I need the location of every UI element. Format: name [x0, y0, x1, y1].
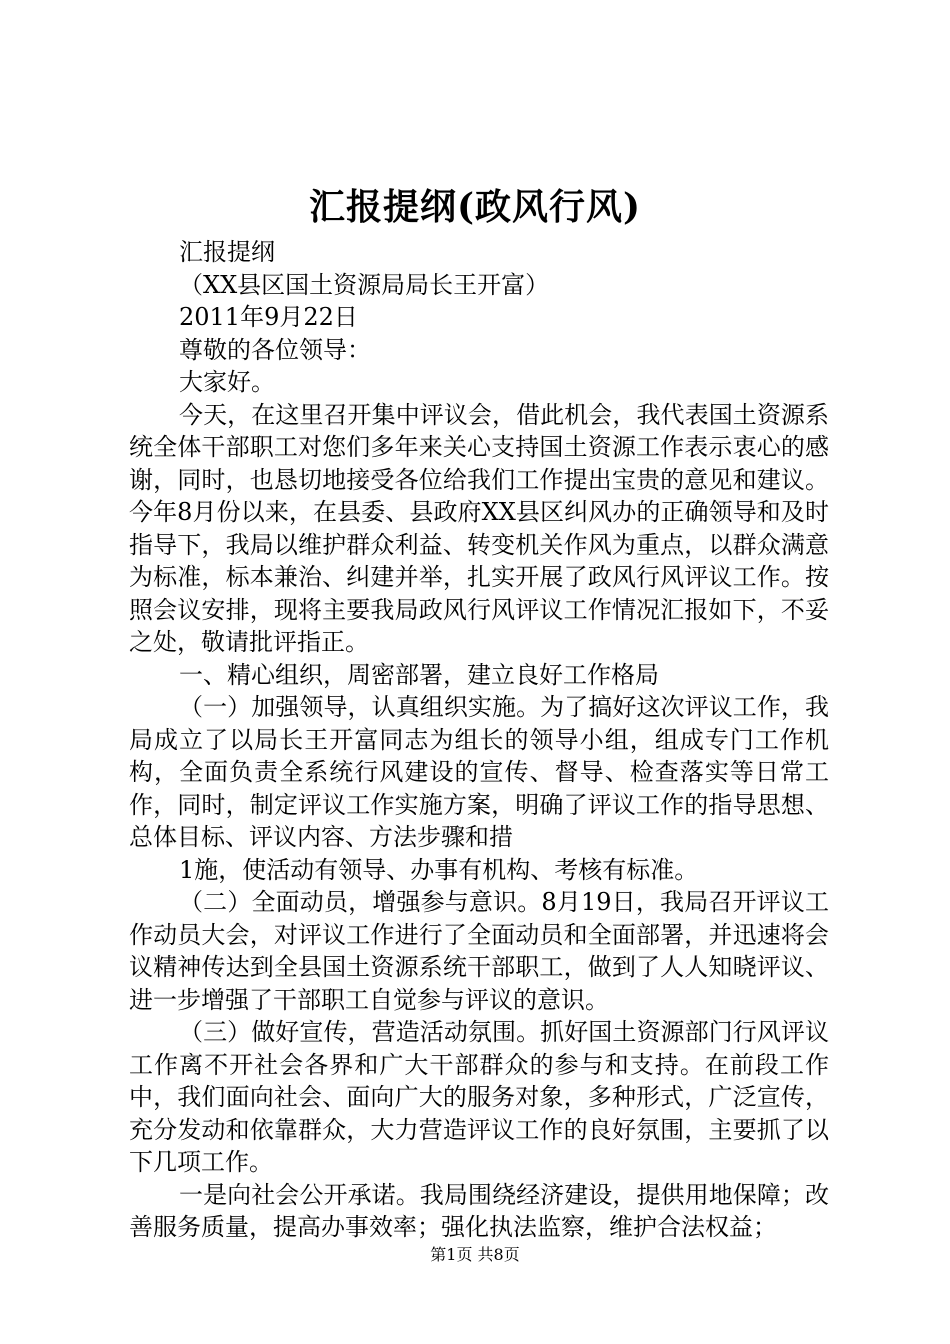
- paragraph-publicity: （三）做好宣传，营造活动氛围。抓好国土资源部门行风评议工作离不开社会各界和广大干部群众的参与和支持。在前段工作中，我们面向社会、面向广大的服务对象，多种形式，广泛宣传，充分发动和依靠群众，大力营造评议工作的良好氛围，主要抓了以下几项工作。: [129, 1018, 829, 1176]
- paragraph-measures-continued: 1施，使活动有领导、办事有机构、考核有标准。: [179, 855, 699, 884]
- salutation-line: 尊敬的各位领导：: [179, 335, 371, 364]
- paragraph-leadership: （一）加强领导，认真组织实施。为了搞好这次评议工作，我局成立了以局长王开富同志为组长的领导小组，组成专门工作机构，全面负责全系统行风建设的宣传、督导、检查落实等日常工作，同时，制定评议工作实施方案，明确了评议工作的指导思想、总体目标、评议内容、方法步骤和措: [129, 693, 829, 851]
- date-line: 2011年9月22日: [179, 303, 358, 331]
- document-body: [129, 236, 829, 1244]
- speaker-line: （XX县区国土资源局局长王开富）: [179, 270, 550, 299]
- greeting-line: 大家好。: [179, 368, 275, 396]
- section-heading-1: 一、精心组织，周密部署，建立良好工作格局: [179, 660, 659, 689]
- document-title: 汇报提纲(政风行风): [308, 186, 642, 228]
- paragraph-mobilization: （二）全面动员，增强参与意识。8月19日，我局召开评议工作动员大会，对评议工作进行了全面动员和全面部署，并迅速将会议精神传达到全县国土资源系统干部职工，做到了人人知晓评议、进一步增强了干部职工自觉参与评议的意识。: [129, 888, 829, 1014]
- paragraph-public-commitment: 一是向社会公开承诺。我局围绕经济建设，提供用地保障；改善服务质量，提高办事效率；强化执法监察，维护合法权益；: [129, 1180, 829, 1241]
- report-heading: 汇报提纲: [179, 238, 275, 266]
- paragraph-intro: 今天，在这里召开集中评议会，借此机会，我代表国土资源系统全体干部职工对您们多年来关心支持国土资源工作表示衷心的感谢，同时，也恳切地接受各位给我们工作提出宝贵的意见和建议。今年8月份以来，在县委、县政府XX县区纠风办的正确领导和及时指导下，我局以维护群众利益、转变机关作风为重点，以群众满意为标准，标本兼治、纠建并举，扎实开展了政风行风评议工作。按照会议安排，现将主要我局政风行风评议工作情况汇报如下，不妥之处，敬请批评指正。: [129, 400, 829, 656]
- page-footer: 第1页 共8页: [430, 1245, 520, 1264]
